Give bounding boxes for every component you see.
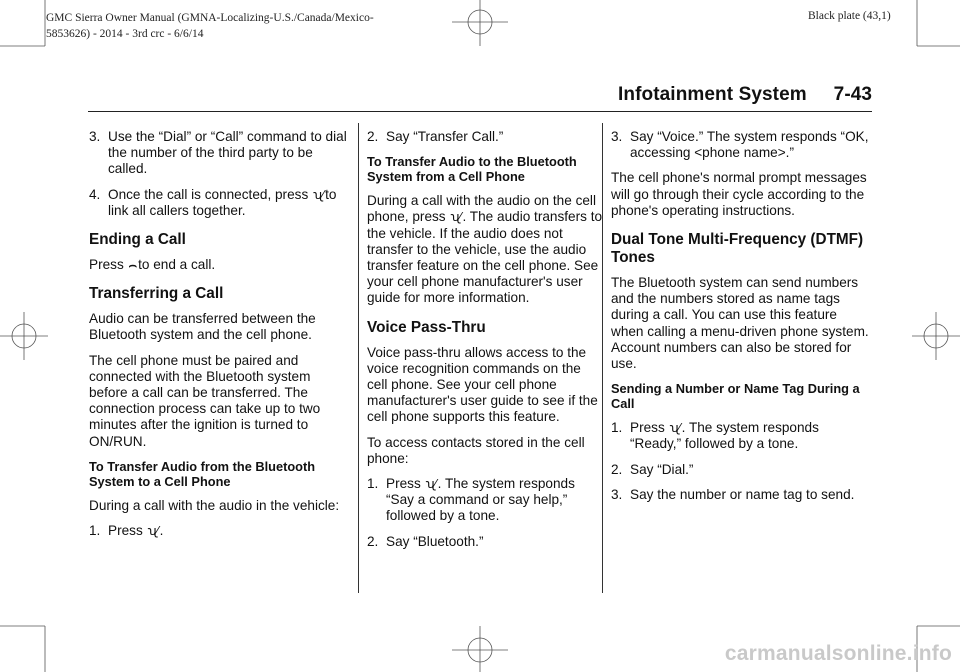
list-item: 1. Press ʯ⁄. The system responds “Say a command or say help,” followed by a tone. xyxy=(367,476,575,524)
list-item: 3. Say “Voice.” The system responds “OK, accessing <phone name>.” xyxy=(611,129,869,161)
subheading-sending-number: Sending a Number or Name Tag During a Call xyxy=(611,381,860,412)
manual-header-line1: GMC Sierra Owner Manual (GMNA-Localizing-U.S./Canada/Mexico- xyxy=(46,12,374,24)
push-to-talk-icon: ʯ⁄ xyxy=(147,523,159,539)
header-rule xyxy=(88,111,872,112)
paragraph: To access contacts stored in the cell phone: xyxy=(367,434,585,466)
list-item: 1. Press ʯ⁄. xyxy=(89,523,164,539)
list-item: 2. Say “Bluetooth.” xyxy=(367,533,484,549)
paragraph: The cell phone's normal prompt messages will go through their cycle according to the phone's operating instructions. xyxy=(611,170,867,218)
column-2 xyxy=(367,129,605,559)
push-to-talk-icon: ʯ⁄ xyxy=(450,209,462,225)
heading-voice-pass-thru: Voice Pass-Thru xyxy=(367,318,486,336)
paragraph: Press ⌢to end a call. xyxy=(89,257,216,273)
heading-dtmf-tones: Dual Tone Multi-Frequency (DTMF) Tones xyxy=(611,231,864,267)
paragraph: During a call with the audio in the vehicle: xyxy=(89,497,340,513)
push-to-talk-icon: ʯ⁄ xyxy=(425,476,437,492)
column-3 xyxy=(611,129,871,512)
manual-header-line2: 5853626) - 2014 - 3rd crc - 6/6/14 xyxy=(46,28,204,40)
paragraph: Audio can be transferred between the Bluetooth system and the cell phone. xyxy=(89,311,316,343)
plate-label: Black plate (43,1) xyxy=(808,10,891,22)
paragraph: During a call with the audio on the cell phone, press ʯ⁄. The audio transfers to the vehicle. If the audio does not transfer to the vehicle, use the audio transfer feature on the cell phone. See your cell phone manufacturer's user guide for more information. xyxy=(367,193,603,306)
column-1 xyxy=(89,129,351,548)
column-divider xyxy=(358,123,359,593)
push-to-talk-icon: ʯ⁄ xyxy=(313,186,325,202)
paragraph: The cell phone must be paired and connected with the Bluetooth system before a call can be transferred. The connection process can take up to two minutes after the ignition is turned to ON/RUN. xyxy=(89,352,321,449)
subheading-transfer-to-phone: To Transfer Audio from the Bluetooth System to a Cell Phone xyxy=(89,458,316,489)
list-item: 1. Press ʯ⁄. The system responds “Ready,” followed by a tone. xyxy=(611,420,819,452)
list-item: 3. Use the “Dial” or “Call” command to dial the number of the third party to be called. xyxy=(89,129,347,177)
list-item: 4. Once the call is connected, press ʯ⁄to link all callers together. xyxy=(89,186,337,218)
subheading-transfer-to-bluetooth: To Transfer Audio to the Bluetooth System from a Cell Phone xyxy=(367,154,577,185)
paragraph: Voice pass-thru allows access to the voice recognition commands on the cell phone. See your cell phone manufacturer's user guide to see if the cell phone supports this feature. xyxy=(367,344,598,425)
list-item: 2. Say “Transfer Call.” xyxy=(367,129,504,144)
end-call-icon: ⌢ xyxy=(128,257,138,273)
heading-transferring-a-call: Transferring a Call xyxy=(89,285,224,303)
push-to-talk-icon: ʯ⁄ xyxy=(669,420,681,436)
section-title: Infotainment System 7-43 xyxy=(618,84,873,105)
list-item: 3. Say the number or name tag to send. xyxy=(611,486,855,502)
heading-ending-a-call: Ending a Call xyxy=(89,231,186,249)
list-item: 2. Say “Dial.” xyxy=(611,461,694,477)
paragraph: The Bluetooth system can send numbers and the numbers stored as name tags during a call. You can use this feature when calling a menu-driven phone system. Account numbers can also be stored for use. xyxy=(611,275,869,372)
manual-header xyxy=(46,10,374,42)
watermark: carmanualsonline.info xyxy=(724,642,952,665)
